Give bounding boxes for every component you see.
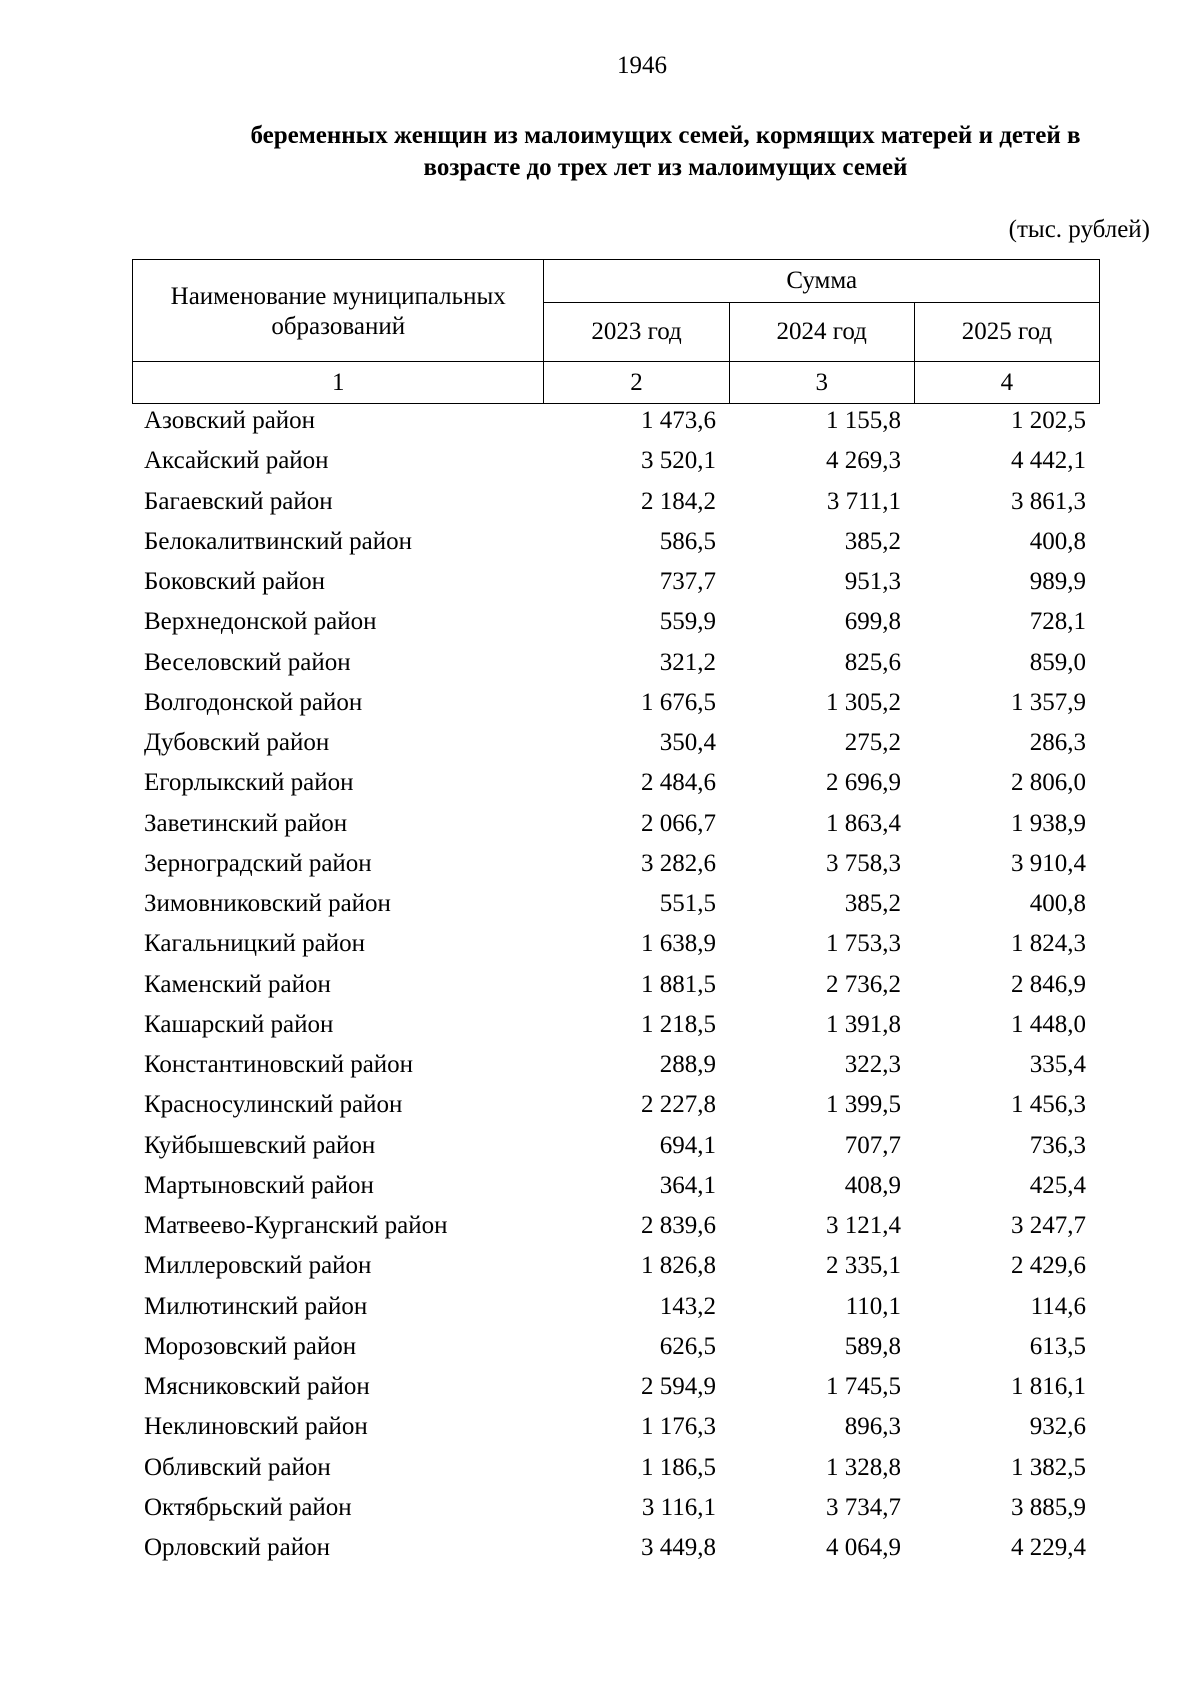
row-municipality-name: Миллеровский район	[144, 1252, 372, 1280]
table-header	[132, 259, 1100, 404]
row-value-2023: 737,7	[659, 568, 716, 596]
row-value-2024: 3 734,7	[826, 1493, 901, 1521]
heading-line-1: беременных женщин из малоимущих семей, кормящих матерей и детей в	[250, 122, 1081, 149]
row-value-2025: 989,9	[1029, 568, 1086, 596]
row-value-2023: 559,9	[659, 608, 716, 636]
row-value-2023: 1 176,3	[641, 1413, 716, 1441]
heading-line-2: возрасте до трех лет из малоимущих семей	[423, 154, 908, 181]
row-value-2023: 350,4	[659, 729, 716, 757]
row-municipality-name: Октябрьский район	[144, 1493, 352, 1521]
row-municipality-name: Верхнедонской район	[144, 608, 377, 636]
row-value-2024: 896,3	[844, 1413, 901, 1441]
row-municipality-name: Обливский район	[144, 1453, 331, 1481]
row-municipality-name: Мартыновский район	[144, 1171, 374, 1199]
column-number: 2	[544, 362, 729, 404]
table-row	[132, 763, 1100, 803]
row-value-2023: 2 184,2	[641, 487, 716, 515]
row-value-2023: 626,5	[659, 1332, 716, 1360]
column-number: 4	[914, 362, 1099, 404]
row-value-2024: 4 269,3	[826, 447, 901, 475]
row-value-2023: 3 520,1	[641, 447, 716, 475]
row-value-2025: 3 861,3	[1011, 487, 1086, 515]
row-municipality-name: Константиновский район	[144, 1051, 414, 1079]
row-value-2025: 2 429,6	[1011, 1252, 1086, 1280]
page-number: 1946	[617, 52, 667, 79]
row-municipality-name: Волгодонской район	[144, 688, 363, 716]
row-value-2024: 4 064,9	[826, 1534, 901, 1562]
row-municipality-name: Азовский район	[144, 407, 316, 435]
row-value-2025: 1 448,0	[1011, 1010, 1086, 1038]
row-value-2024: 3 758,3	[826, 849, 901, 877]
row-value-2024: 825,6	[844, 648, 901, 676]
row-value-2024: 1 305,2	[826, 688, 901, 716]
row-value-2025: 4 442,1	[1011, 447, 1086, 475]
row-value-2024: 2 696,9	[826, 769, 901, 797]
row-value-2023: 694,1	[659, 1131, 716, 1159]
row-municipality-name: Матвеево-Курганский район	[144, 1212, 448, 1240]
table-row	[132, 562, 1100, 602]
table-row	[132, 401, 1100, 441]
row-value-2025: 1 357,9	[1011, 688, 1086, 716]
header-year-2023: 2023 год	[544, 303, 729, 362]
row-municipality-name: Белокалитвинский район	[144, 527, 412, 555]
row-value-2023: 364,1	[659, 1171, 716, 1199]
row-value-2023: 2 066,7	[641, 809, 716, 837]
table-row	[132, 1407, 1100, 1447]
row-value-2025: 400,8	[1029, 527, 1086, 555]
table-row	[132, 1005, 1100, 1045]
row-municipality-name: Каменский район	[144, 970, 331, 998]
table-body	[132, 401, 1100, 1568]
row-value-2025: 1 382,5	[1011, 1453, 1086, 1481]
row-value-2024: 2 335,1	[826, 1252, 901, 1280]
row-value-2023: 143,2	[659, 1292, 716, 1320]
row-value-2024: 275,2	[844, 729, 901, 757]
row-value-2025: 1 938,9	[1011, 809, 1086, 837]
table-row	[132, 1528, 1100, 1568]
row-value-2025: 1 202,5	[1011, 407, 1086, 435]
row-value-2025: 1 816,1	[1011, 1373, 1086, 1401]
row-municipality-name: Мясниковский район	[144, 1373, 370, 1401]
header-sum: Сумма	[544, 260, 1100, 303]
row-value-2024: 385,2	[844, 527, 901, 555]
row-value-2023: 1 218,5	[641, 1010, 716, 1038]
row-value-2024: 1 328,8	[826, 1453, 901, 1481]
row-value-2023: 2 227,8	[641, 1091, 716, 1119]
row-value-2023: 551,5	[659, 890, 716, 918]
row-value-2025: 425,4	[1029, 1171, 1086, 1199]
row-value-2024: 1 155,8	[826, 407, 901, 435]
row-value-2025: 286,3	[1029, 729, 1086, 757]
table-row	[132, 482, 1100, 522]
row-value-2025: 3 885,9	[1011, 1493, 1086, 1521]
table-row	[132, 643, 1100, 683]
row-value-2023: 2 594,9	[641, 1373, 716, 1401]
row-municipality-name: Красносулинский район	[144, 1091, 403, 1119]
table-row	[132, 1126, 1100, 1166]
row-value-2023: 3 116,1	[641, 1493, 716, 1521]
row-value-2024: 322,3	[844, 1051, 901, 1079]
row-value-2023: 288,9	[659, 1051, 716, 1079]
row-value-2023: 321,2	[659, 648, 716, 676]
table-row	[132, 1448, 1100, 1488]
row-value-2025: 3 910,4	[1011, 849, 1086, 877]
row-municipality-name: Егорлыкский район	[144, 769, 354, 797]
row-value-2023: 1 676,5	[641, 688, 716, 716]
table-row	[132, 1367, 1100, 1407]
row-value-2023: 2 839,6	[641, 1212, 716, 1240]
row-municipality-name: Неклиновский район	[144, 1413, 368, 1441]
header-municipality	[133, 260, 544, 362]
header-year-2025: 2025 год	[914, 303, 1099, 362]
row-value-2024: 1 863,4	[826, 809, 901, 837]
table-row	[132, 804, 1100, 844]
row-value-2024: 408,9	[844, 1171, 901, 1199]
table-row	[132, 1287, 1100, 1327]
row-value-2025: 1 824,3	[1011, 930, 1086, 958]
row-municipality-name: Заветинский район	[144, 809, 348, 837]
row-value-2025: 1 456,3	[1011, 1091, 1086, 1119]
row-value-2023: 1 473,6	[641, 407, 716, 435]
row-value-2025: 400,8	[1029, 890, 1086, 918]
header-municipality-line-1: Наименование муниципальных	[170, 283, 506, 310]
row-value-2024: 3 121,4	[826, 1212, 901, 1240]
row-municipality-name: Зерноградский район	[144, 849, 372, 877]
row-value-2025: 114,6	[1030, 1292, 1086, 1320]
row-value-2024: 951,3	[844, 568, 901, 596]
row-value-2025: 613,5	[1029, 1332, 1086, 1360]
table-row	[132, 683, 1100, 723]
table-row	[132, 965, 1100, 1005]
table-row	[132, 441, 1100, 481]
row-municipality-name: Аксайский район	[144, 447, 329, 475]
header-year-2024: 2024 год	[729, 303, 914, 362]
row-value-2023: 1 881,5	[641, 970, 716, 998]
row-value-2024: 1 753,3	[826, 930, 901, 958]
row-municipality-name: Куйбышевский район	[144, 1131, 376, 1159]
row-municipality-name: Дубовский район	[144, 729, 330, 757]
row-municipality-name: Боковский район	[144, 568, 325, 596]
row-value-2023: 1 826,8	[641, 1252, 716, 1280]
row-value-2024: 3 711,1	[826, 487, 901, 515]
row-municipality-name: Орловский район	[144, 1534, 330, 1562]
table-row	[132, 844, 1100, 884]
document-heading	[150, 120, 1181, 184]
row-value-2023: 1 186,5	[641, 1453, 716, 1481]
row-value-2025: 736,3	[1029, 1131, 1086, 1159]
row-value-2025: 932,6	[1029, 1413, 1086, 1441]
table-row	[132, 1327, 1100, 1367]
header-municipality-line-2: образований	[271, 313, 406, 340]
row-value-2024: 707,7	[844, 1131, 901, 1159]
table-row	[132, 1246, 1100, 1286]
row-value-2023: 3 282,6	[641, 849, 716, 877]
column-number: 3	[729, 362, 914, 404]
row-municipality-name: Милютинский район	[144, 1292, 368, 1320]
row-value-2024: 385,2	[844, 890, 901, 918]
row-municipality-name: Багаевский район	[144, 487, 333, 515]
table-row	[132, 723, 1100, 763]
row-municipality-name: Морозовский район	[144, 1332, 357, 1360]
table-row	[132, 522, 1100, 562]
row-value-2023: 586,5	[659, 527, 716, 555]
units-label: (тыс. рублей)	[1008, 216, 1150, 243]
row-municipality-name: Кагальницкий район	[144, 930, 366, 958]
row-value-2023: 2 484,6	[641, 769, 716, 797]
row-value-2025: 4 229,4	[1011, 1534, 1086, 1562]
row-value-2024: 589,8	[844, 1332, 901, 1360]
table-row	[132, 1206, 1100, 1246]
row-municipality-name: Кашарский район	[144, 1010, 334, 1038]
row-value-2024: 1 391,8	[826, 1010, 901, 1038]
row-value-2024: 699,8	[844, 608, 901, 636]
table-row	[132, 1085, 1100, 1125]
table-row	[132, 1045, 1100, 1085]
row-value-2023: 1 638,9	[641, 930, 716, 958]
row-municipality-name: Веселовский район	[144, 648, 351, 676]
table-row	[132, 884, 1100, 924]
row-value-2025: 3 247,7	[1011, 1212, 1086, 1240]
column-number: 1	[133, 362, 544, 404]
table-row	[132, 602, 1100, 642]
row-municipality-name: Зимовниковский район	[144, 890, 391, 918]
row-value-2024: 1 745,5	[826, 1373, 901, 1401]
row-value-2025: 2 806,0	[1011, 769, 1086, 797]
table-row	[132, 1166, 1100, 1206]
row-value-2025: 728,1	[1029, 608, 1086, 636]
row-value-2025: 335,4	[1029, 1051, 1086, 1079]
table-row	[132, 924, 1100, 964]
row-value-2025: 2 846,9	[1011, 970, 1086, 998]
row-value-2024: 2 736,2	[826, 970, 901, 998]
table-row	[132, 1488, 1100, 1528]
row-value-2024: 110,1	[845, 1292, 901, 1320]
row-value-2024: 1 399,5	[826, 1091, 901, 1119]
row-value-2025: 859,0	[1029, 648, 1086, 676]
row-value-2023: 3 449,8	[641, 1534, 716, 1562]
